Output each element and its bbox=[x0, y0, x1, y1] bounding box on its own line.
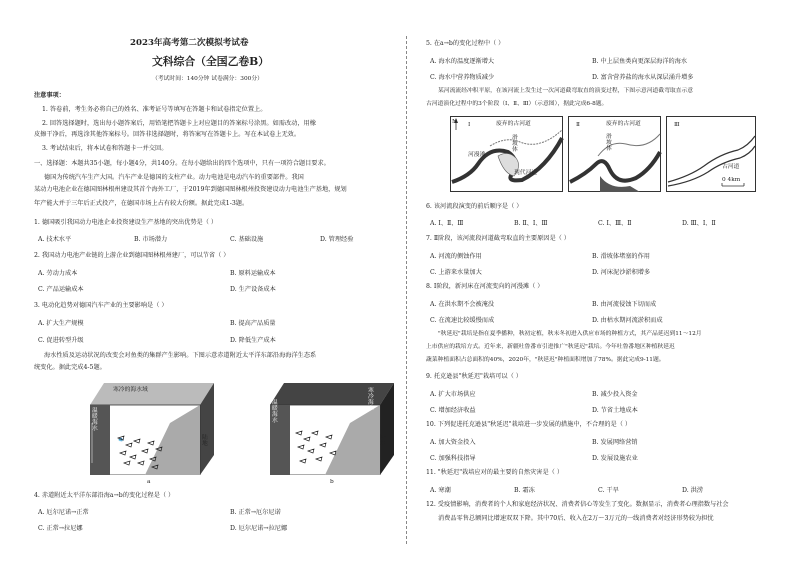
note-item: 1. 答卷前，考生务必将自己的姓名、准考证号等填写在答题卡和试卷指定位置上。 bbox=[42, 106, 267, 113]
question-stem: 9. 托克逊县"秋延迟"栽培可以（ ） bbox=[426, 373, 522, 380]
option[interactable]: D. 降低生产成本 bbox=[230, 337, 276, 344]
column-divider bbox=[406, 36, 407, 544]
option[interactable]: B. 中上层鱼类向更深层海洋的海水 bbox=[592, 58, 688, 65]
option[interactable]: D. 生产设备成本 bbox=[230, 286, 276, 293]
option[interactable]: C. 在流速比较缓慢而成 bbox=[430, 317, 495, 324]
floodplain-label: 河漫滩 bbox=[468, 152, 486, 158]
option[interactable]: D. 发展设施农业 bbox=[592, 455, 638, 462]
cold-water-label: 寒冷的海水域 bbox=[113, 387, 148, 393]
panel-number: Ⅱ bbox=[576, 122, 580, 128]
option[interactable]: B. 正常→厄尔尼诺 bbox=[230, 509, 281, 516]
passage-line: 海水性质及运动状况的改变会对鱼类的集群产生影响。下图示意赤道附近太平洋东部沿海海洋生态系 bbox=[44, 352, 317, 359]
option[interactable]: D. 厄尔尼诺→拉尼娜 bbox=[230, 525, 288, 532]
option[interactable]: A. 厄尔尼诺→正常 bbox=[38, 509, 89, 516]
passage-line: 上市供应的栽培方式。近年来，新疆吐鲁番市引进推广"秋延迟"栽培。今年吐鲁番地区种植秋延迟 bbox=[426, 344, 675, 350]
ocean-figure-a bbox=[90, 383, 214, 475]
svg-text:🐟: 🐟 bbox=[118, 437, 125, 443]
option[interactable]: C. 产品运输成本 bbox=[38, 286, 84, 293]
option[interactable]: D. 节省土地成本 bbox=[592, 407, 638, 414]
passage-line: "秋延迟"栽培是指在夏季播种，秋初定植，秋末冬初进入供应市场的种植方式，其产品延迟到11～12月 bbox=[438, 331, 702, 337]
abandoned-channel-label: 废弃的古河道 bbox=[496, 121, 531, 127]
option[interactable]: B. 发展网络营销 bbox=[592, 439, 638, 446]
option[interactable]: C. 海水中营养物质减少 bbox=[430, 74, 495, 81]
passage-line: 德国为传统汽车生产大国。汽车产业是德国的支柱产业。动力电池是电动汽车的重要部件。我国 bbox=[44, 174, 304, 181]
option[interactable]: B. 提高产品质量 bbox=[230, 320, 276, 327]
land-label: 陆地 bbox=[380, 435, 386, 447]
note-item: 2. 回答选择题时，选出每小题答案后，用铅笔把答题卡上对应题目的答案标号涂黑。如需改动，用橡 bbox=[42, 120, 316, 127]
passage-line: 统变化。据此完成4-5题。 bbox=[34, 364, 106, 371]
question-stem: 10. 下列促进托克逊县"秋延迟"栽培进一步发展的措施中，不合理的是（ ） bbox=[426, 421, 632, 428]
passage-line: 古河道演化过程中的3个阶段（Ⅰ、Ⅱ、Ⅲ）（示意图），据此完成6-8题。 bbox=[426, 101, 608, 107]
option[interactable]: B. 减少投入资金 bbox=[592, 391, 638, 398]
option[interactable]: C. Ⅰ、Ⅲ、Ⅱ bbox=[598, 220, 632, 227]
note-item: 皮擦干净后，再选涂其他答案标号。回答非选择题时，将答案写在答题卡上。写在本试卷上无效。 bbox=[34, 131, 301, 138]
passage-line: 某河流流经冲积平原，在该河流上发生过一次河道截弯取直的演变过程，下图示意河道截弯取直示意 bbox=[438, 88, 694, 94]
option[interactable]: A. 河流的侧蚀作用 bbox=[430, 253, 482, 260]
option[interactable]: C. 增加经济收益 bbox=[430, 407, 476, 414]
option[interactable]: B. 滑坡体堵塞的作用 bbox=[592, 253, 650, 260]
option[interactable]: B. 由河流侵蚀下切而成 bbox=[592, 301, 657, 308]
option[interactable]: B. Ⅱ、Ⅰ、Ⅲ bbox=[514, 220, 548, 227]
question-stem: 7. Ⅱ阶段，该河流段河道截弯取直的主要原因是（ ） bbox=[426, 235, 570, 242]
north-label: N bbox=[452, 119, 458, 125]
question-stem: 1. 德国吸引我国动力电池企业投资建设生产基地的突出优势是（ ） bbox=[34, 219, 218, 226]
notes-heading: 注意事项： bbox=[34, 92, 65, 99]
section-intro: 一、选择题：本题共35小题，每小题4分，共140分。在每小题给出的四个选项中，只有一项符合题目要求。 bbox=[34, 160, 330, 167]
question-stem: 6. 该河流段演变的前后顺序是（ ） bbox=[426, 203, 523, 210]
passage-line: 消费品零售总额同比增速双双下降。其中70后、收入在2万～3万元的一线消费者对经济形势较为担忧 bbox=[438, 515, 714, 522]
option[interactable]: D. 由枯水期河流淤积而成 bbox=[592, 317, 663, 324]
scale-label: 0 4km bbox=[722, 177, 741, 183]
question-stem: 4. 赤道附近太平洋东部沿海a→b的变化过程是（ ） bbox=[34, 492, 175, 499]
ocean-figure-b bbox=[270, 383, 394, 475]
note-item: 3. 考试结束后，将本试卷和答题卡一并交回。 bbox=[42, 145, 168, 152]
option[interactable]: A. 海水的温度逐渐增大 bbox=[430, 58, 495, 65]
landslide-label: 滑坡体 bbox=[512, 135, 518, 153]
passage-line: 蔬菜种植面积占总面积的40%，2020年，"秋延迟"种植面积增加了78%。据此完成9-11题。 bbox=[426, 357, 665, 363]
passage-line: 年产能大并于三年后正式投产，在德国市场上占有较大份额。据此完成1-3题。 bbox=[34, 200, 249, 207]
question-stem: 8. Ⅰ阶段，新河床在河流变向的河漫滩（ ） bbox=[426, 283, 544, 290]
option[interactable]: C. 上游来水量加大 bbox=[430, 269, 482, 276]
left-column bbox=[34, 0, 397, 562]
abandoned-channel-label: 废弃的古河道 bbox=[606, 121, 641, 127]
option[interactable]: C. 促进转型升级 bbox=[38, 337, 84, 344]
land-label: 陆地 bbox=[202, 435, 208, 447]
warm-water-label: 温暖海水 bbox=[92, 408, 98, 432]
option[interactable]: A. 劳动力成本 bbox=[38, 270, 78, 277]
option[interactable]: C. 正常→拉尼娜 bbox=[38, 525, 83, 532]
option[interactable]: B. 霜冻 bbox=[514, 487, 535, 494]
option[interactable]: A. 扩大市场供应 bbox=[430, 391, 476, 398]
option[interactable]: A. Ⅰ、Ⅱ、Ⅲ bbox=[430, 220, 464, 227]
passage-line: 某动力电池企业在德国图林根州建设其首个海外工厂，于2019年到德国图林根州投资建设动力电池生产基地，规划 bbox=[34, 186, 347, 193]
question-stem: 11. "秋延迟"栽培应对的最主要的自然灾害是（ ） bbox=[426, 469, 564, 476]
option[interactable]: A. 加大资金投入 bbox=[430, 439, 476, 446]
option[interactable]: D. 河床泥沙淤积增多 bbox=[592, 269, 651, 276]
figure-caption-b: b bbox=[330, 479, 334, 485]
panel-number: Ⅲ bbox=[674, 122, 680, 128]
exam-subtitle: 文科综合（全国乙卷B） bbox=[152, 55, 270, 68]
option[interactable]: C. 加强科技指导 bbox=[430, 455, 476, 462]
option[interactable]: A. 扩大生产规模 bbox=[38, 320, 84, 327]
question-stem: 2. 我国动力电池产业链的上游企业到德国图林根州建厂，可以节省（ ） bbox=[34, 252, 230, 259]
landslide-label: 滑坡体 bbox=[606, 134, 612, 152]
option[interactable]: C. 基础设施 bbox=[230, 236, 264, 243]
option[interactable]: C. 干旱 bbox=[598, 487, 619, 494]
figure-caption-a: a bbox=[147, 479, 151, 485]
ancient-channel-label: 古河道 bbox=[722, 164, 740, 170]
option[interactable]: B. 市场潜力 bbox=[134, 236, 168, 243]
right-column bbox=[416, 0, 772, 562]
warm-water-label: 温暖海水 bbox=[272, 400, 278, 424]
option[interactable]: D. Ⅲ、Ⅰ、Ⅱ bbox=[682, 220, 716, 227]
question-stem: 5. 在a→b的变化过程中（ ） bbox=[426, 40, 505, 47]
exam-title: 2023年高考第二次模拟考试卷 bbox=[130, 38, 249, 48]
panel-number: Ⅰ bbox=[468, 122, 471, 128]
question-stem: 3. 电动化趋势对德国汽车产业的主要影响是（ ） bbox=[34, 302, 168, 309]
option[interactable]: D. 富含营养盐的海水从深层涌升增多 bbox=[592, 74, 694, 81]
option[interactable]: D. 管理经验 bbox=[320, 236, 354, 243]
option[interactable]: A. 寒潮 bbox=[430, 487, 451, 494]
exam-info: （考试时间：140分钟 试卷满分：300分） bbox=[152, 76, 263, 82]
option[interactable]: D. 洪涝 bbox=[682, 487, 704, 494]
question-stem: 12. 受疫情影响，消费者的个人和家庭经济状况、消费者信心等发生了变化。数据显示，消费者心理指数与社会 bbox=[426, 501, 729, 508]
option[interactable]: A. 在洪水期不会被淹没 bbox=[430, 301, 495, 308]
cold-water-label: 寒冷海水 bbox=[368, 388, 374, 412]
option[interactable]: B. 原料运输成本 bbox=[230, 270, 276, 277]
modern-channel-label: 现代河道 bbox=[514, 170, 538, 176]
option[interactable]: A. 技术水平 bbox=[38, 236, 72, 243]
